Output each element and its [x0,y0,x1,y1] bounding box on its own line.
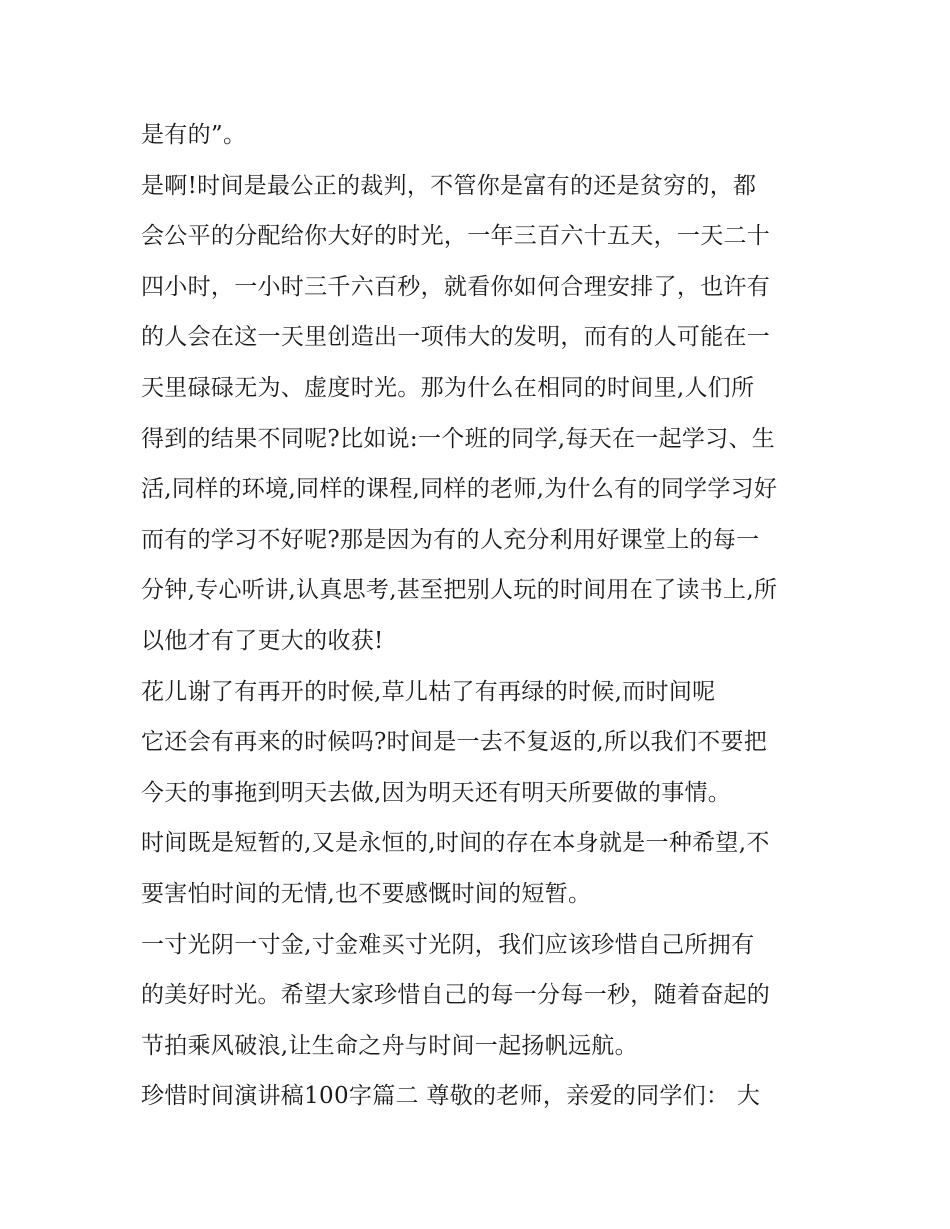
text-line: 是啊!时间是最公正的裁判，不管你是富有的还是贫穷的，都 [141,172,757,199]
text-line: 珍惜时间演讲稿100字篇二 尊敬的老师，亲爱的同学们： 大 [141,1083,761,1110]
text-line: 会公平的分配给你大好的时光，一年三百六十五天，一天二十 [141,223,771,250]
text-line: 今天的事拖到明天去做,因为明天还有明天所要做的事情。 [141,779,732,806]
text-line: 活,同样的环境,同样的课程,同样的老师,为什么有的同学学习好 [141,476,778,503]
text-line: 天里碌碌无为、虚度时光。那为什么在相同的时间里,人们所 [141,374,755,401]
text-line: 分钟,专心听讲,认真思考,甚至把别人玩的时间用在了读书上,所 [141,577,778,604]
text-line: 是有的”。 [141,122,247,148]
text-line: 一寸光阴一寸金,寸金难买寸光阴，我们应该珍惜自己所拥有 [141,931,755,958]
text-line: 的美好时光。希望大家珍惜自己的每一分每一秒，随着奋起的 [141,982,771,1009]
text-line: 的人会在这一天里创造出一项伟大的发明，而有的人可能在一 [141,324,771,351]
text-line: 花儿谢了有再开的时候,草儿枯了有再绿的时候,而时间呢 [141,678,716,705]
body-text [141,110,821,1122]
text-line: 四小时，一小时三千六百秒，就看你如何合理安排了，也许有 [141,273,771,300]
text-line: 节拍乘风破浪,让生命之舟与时间一起扬帆远航。 [141,1032,638,1059]
text-line: 要害怕时间的无情,也不要感慨时间的短暂。 [141,880,592,907]
text-line: 时间既是短暂的,又是永恒的,时间的存在本身就是一种希望,不 [141,830,770,857]
text-line: 而有的学习不好呢?那是因为有的人充分利用好课堂上的每一 [141,526,760,553]
text-line: 得到的结果不同呢?比如说:一个班的同学,每天在一起学习、生 [141,425,776,452]
text-line: 它还会有再来的时候吗?时间是一去不复返的,所以我们不要把 [141,729,768,756]
text-line: 以他才有了更大的收获! [141,627,384,654]
